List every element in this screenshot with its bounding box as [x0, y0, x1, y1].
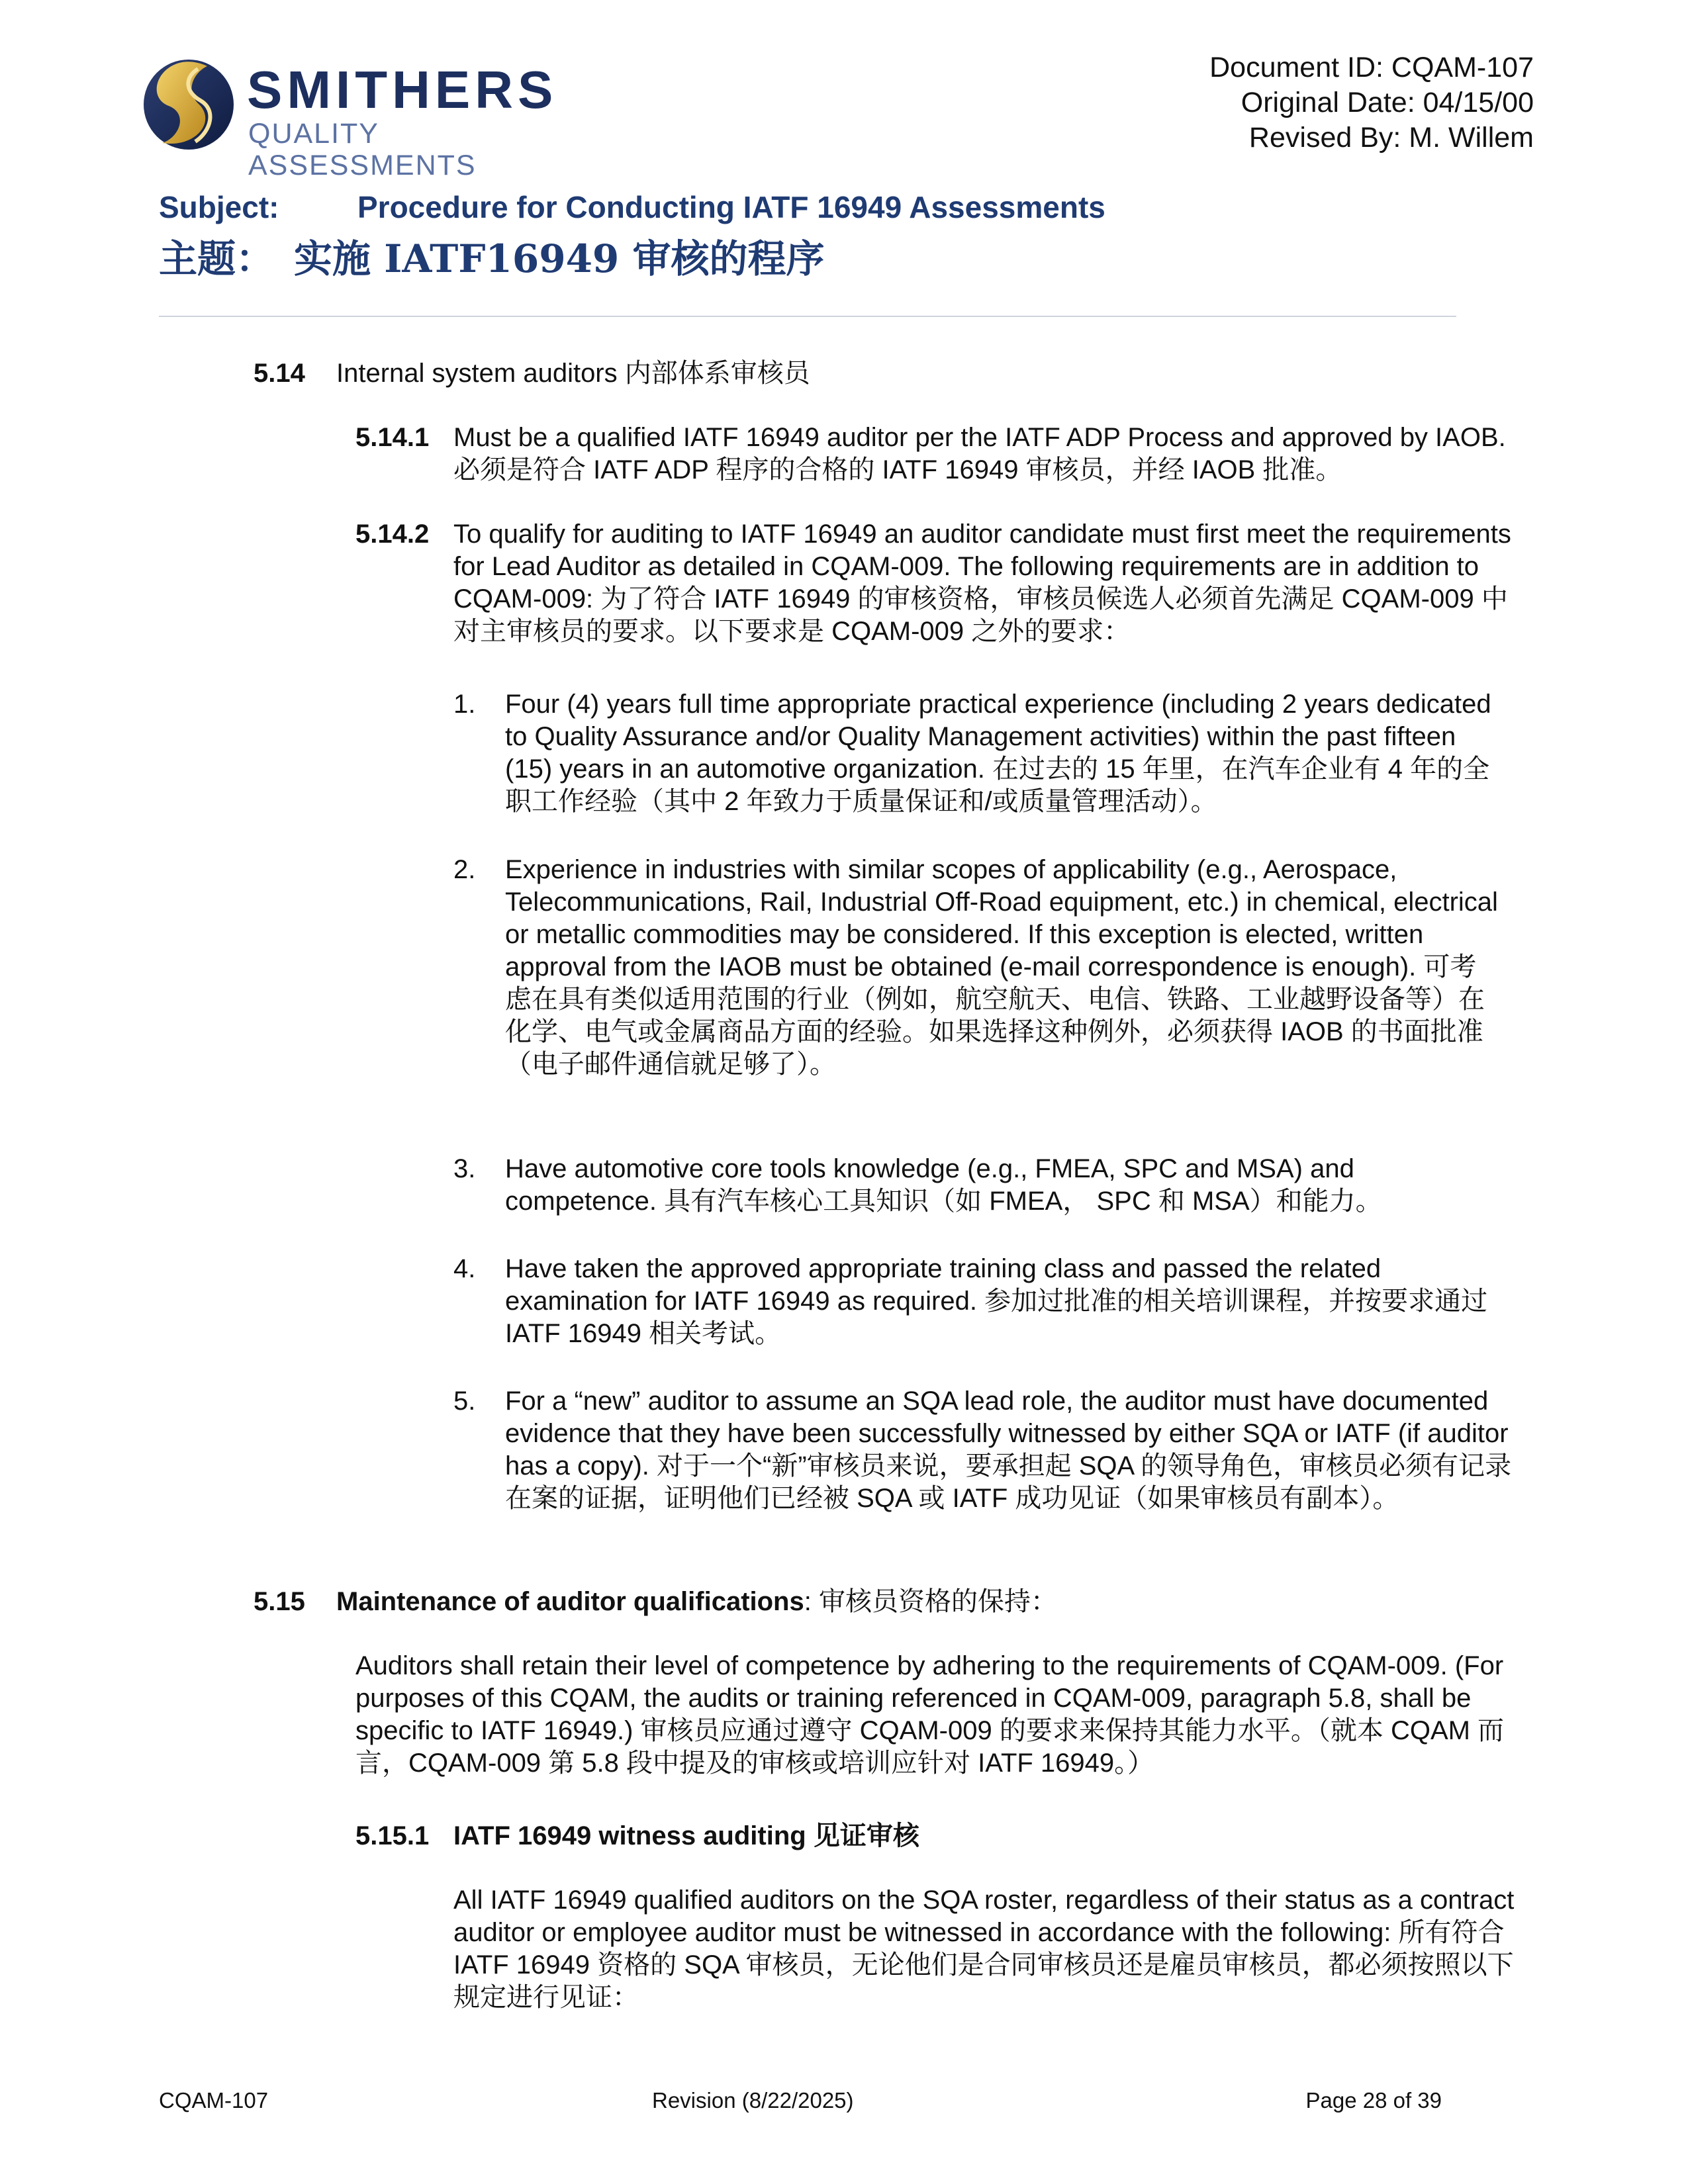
- list-item-text: Have taken the approved appropriate training class and passed the related examination for IATF 16949 as required. 参加过批准的相关培训课程，并按要求通过 IATF 16949 相关考试。: [505, 1254, 1488, 1348]
- section-title: IATF 16949 witness auditing 见证审核: [453, 1821, 919, 1850]
- paragraph-text: Auditors shall retain their level of competence by adhering to the requirements of CQAM-009. (For purposes of this CQAM, the audits or training referenced in CQAM-009, paragraph 5.8, shall be specific to IATF 16949.) 审核员应通过遵守 CQAM-009 的要求来保持其能力水平。（就本 CQAM 而言，CQAM-009 第 5.8 段中提及的审核或培训应针对 IATF 16949。）: [355, 1651, 1505, 1778]
- original-date: Original Date: 04/15/00: [1241, 87, 1534, 118]
- footer-doc-id: CQAM-107: [159, 2088, 269, 2113]
- list-item-text: For a “new” auditor to assume an SQA lead role, the auditor must have documented evidence that they have been successfully witnessed by either SQA or IATF (if auditor has a copy). 对于一个“新”审核员来说，要承担起 SQA 的领导角色，审核员必须有记录在案的证据，证明他们已经被 SQA 或 IATF 成功见证（如果审核员有副本）。: [505, 1387, 1512, 1513]
- list-item-text: Have automotive core tools knowledge (e.g., FMEA, SPC and MSA) and competence. 具有汽车核心工具知识（如 FMEA， SPC 和 MSA）和能力。: [505, 1154, 1382, 1216]
- list-item-text: Four (4) years full time appropriate practical experience (including 2 years dedicated to Quality Assurance and/or Quality Management activities) within the past fifteen (15) years in an automotive organization. 在过去的 15 年里，在汽车企业有 4 年的全职工作经验（其中 2 年致力于质量保证和/或质量管理活动）。: [505, 690, 1491, 816]
- paragraph-text: All IATF 16949 qualified auditors on the SQA roster, regardless of their status as a contract auditor or employee auditor must be witnessed in accordance with the following: 所有符合 IATF 16949 资格的 SQA 审核员，无论他们是合同审核员还是雇员审核员，都必须按照以下规定进行见证：: [453, 1886, 1515, 2012]
- section-title: Internal system auditors 内部体系审核员: [336, 359, 810, 388]
- list-item-text: Experience in industries with similar scopes of applicability (e.g., Aerospace, Telecommunications, Rail, Industrial Off-Road equipment, etc.) in chemical, electrical or metallic commodities may be considered. If this exception is elected, written approval from the IAOB must be obtained (e-mail correspondence is enough). 可考虑在具有类似适用范围的行业（例如，航空航天、电信、铁路、工业越野设备等）在化学、电气或金属商品方面的经验。如果选择这种例外，必须获得 IAOB 的书面批准（电子邮件通信就足够了）。: [505, 855, 1498, 1079]
- list-item-number: 5.: [453, 1387, 476, 1416]
- list-item: [453, 1253, 1499, 1350]
- list-item: [453, 688, 1499, 818]
- section-title: Maintenance of auditor qualifications: [336, 1587, 804, 1616]
- section-5-15-1-text: [453, 1884, 1526, 2014]
- document-id: Document ID: CQAM-107: [1209, 52, 1534, 83]
- section-number: 5.14.2: [355, 520, 430, 549]
- footer-revision: Revision (8/22/2025): [652, 2088, 854, 2113]
- section-text: To qualify for auditing to IATF 16949 an auditor candidate must first meet the requirements for Lead Auditor as detailed in CQAM-009. The following requirements are in addition to CQAM-009: 为了符合 IATF 16949 的审核资格，审核员候选人必须首先满足 CQAM-009 中对主审核员的要求。以下要求是 CQAM-009 之外的要求：: [453, 520, 1511, 646]
- subject-line-cn: [159, 228, 824, 283]
- header-divider: [159, 316, 1456, 317]
- list-item-number: 3.: [453, 1154, 476, 1183]
- list-item: [453, 854, 1499, 1081]
- revised-by: Revised By: M. Willem: [1248, 122, 1534, 154]
- document-info: [1209, 50, 1534, 156]
- logo-name: SMITHERS: [247, 60, 558, 119]
- section-number: 5.15: [254, 1587, 305, 1616]
- list-item-number: 2.: [453, 855, 476, 884]
- section-number: 5.15.1: [355, 1821, 430, 1850]
- list-item-number: 4.: [453, 1254, 476, 1283]
- list-item: [453, 1153, 1499, 1218]
- section-number: 5.14.1: [355, 423, 430, 452]
- smithers-logo-icon: [142, 58, 235, 151]
- smithers-logo: [142, 58, 592, 181]
- section-number: 5.14: [254, 359, 305, 388]
- section-title-cn: : 审核员资格的保持：: [804, 1587, 1057, 1616]
- section-5-14-1: [355, 422, 1534, 486]
- logo-subtitle: QUALITY ASSESSMENTS: [248, 118, 477, 181]
- section-text: Must be a qualified IATF 16949 auditor per the IATF ADP Process and approved by IAOB. 必须是符合 IATF ADP 程序的合格的 IATF 16949 审核员，并经 IAOB 批准。: [453, 423, 1506, 484]
- subject-title-cn: 实施 IATF16949 审核的程序: [294, 236, 825, 281]
- section-5-15-paragraph: [355, 1650, 1534, 1780]
- footer-page-number: Page 28 of 39: [1305, 2088, 1442, 2113]
- subject-line: [159, 189, 1105, 225]
- subject-label: Subject:: [159, 190, 279, 224]
- subject-title: Procedure for Conducting IATF 16949 Assessments: [357, 190, 1105, 224]
- list-item-number: 1.: [453, 690, 476, 719]
- section-5-14-2: [355, 518, 1534, 648]
- subject-label-cn: 主题：: [159, 236, 275, 281]
- list-item: [453, 1385, 1526, 1515]
